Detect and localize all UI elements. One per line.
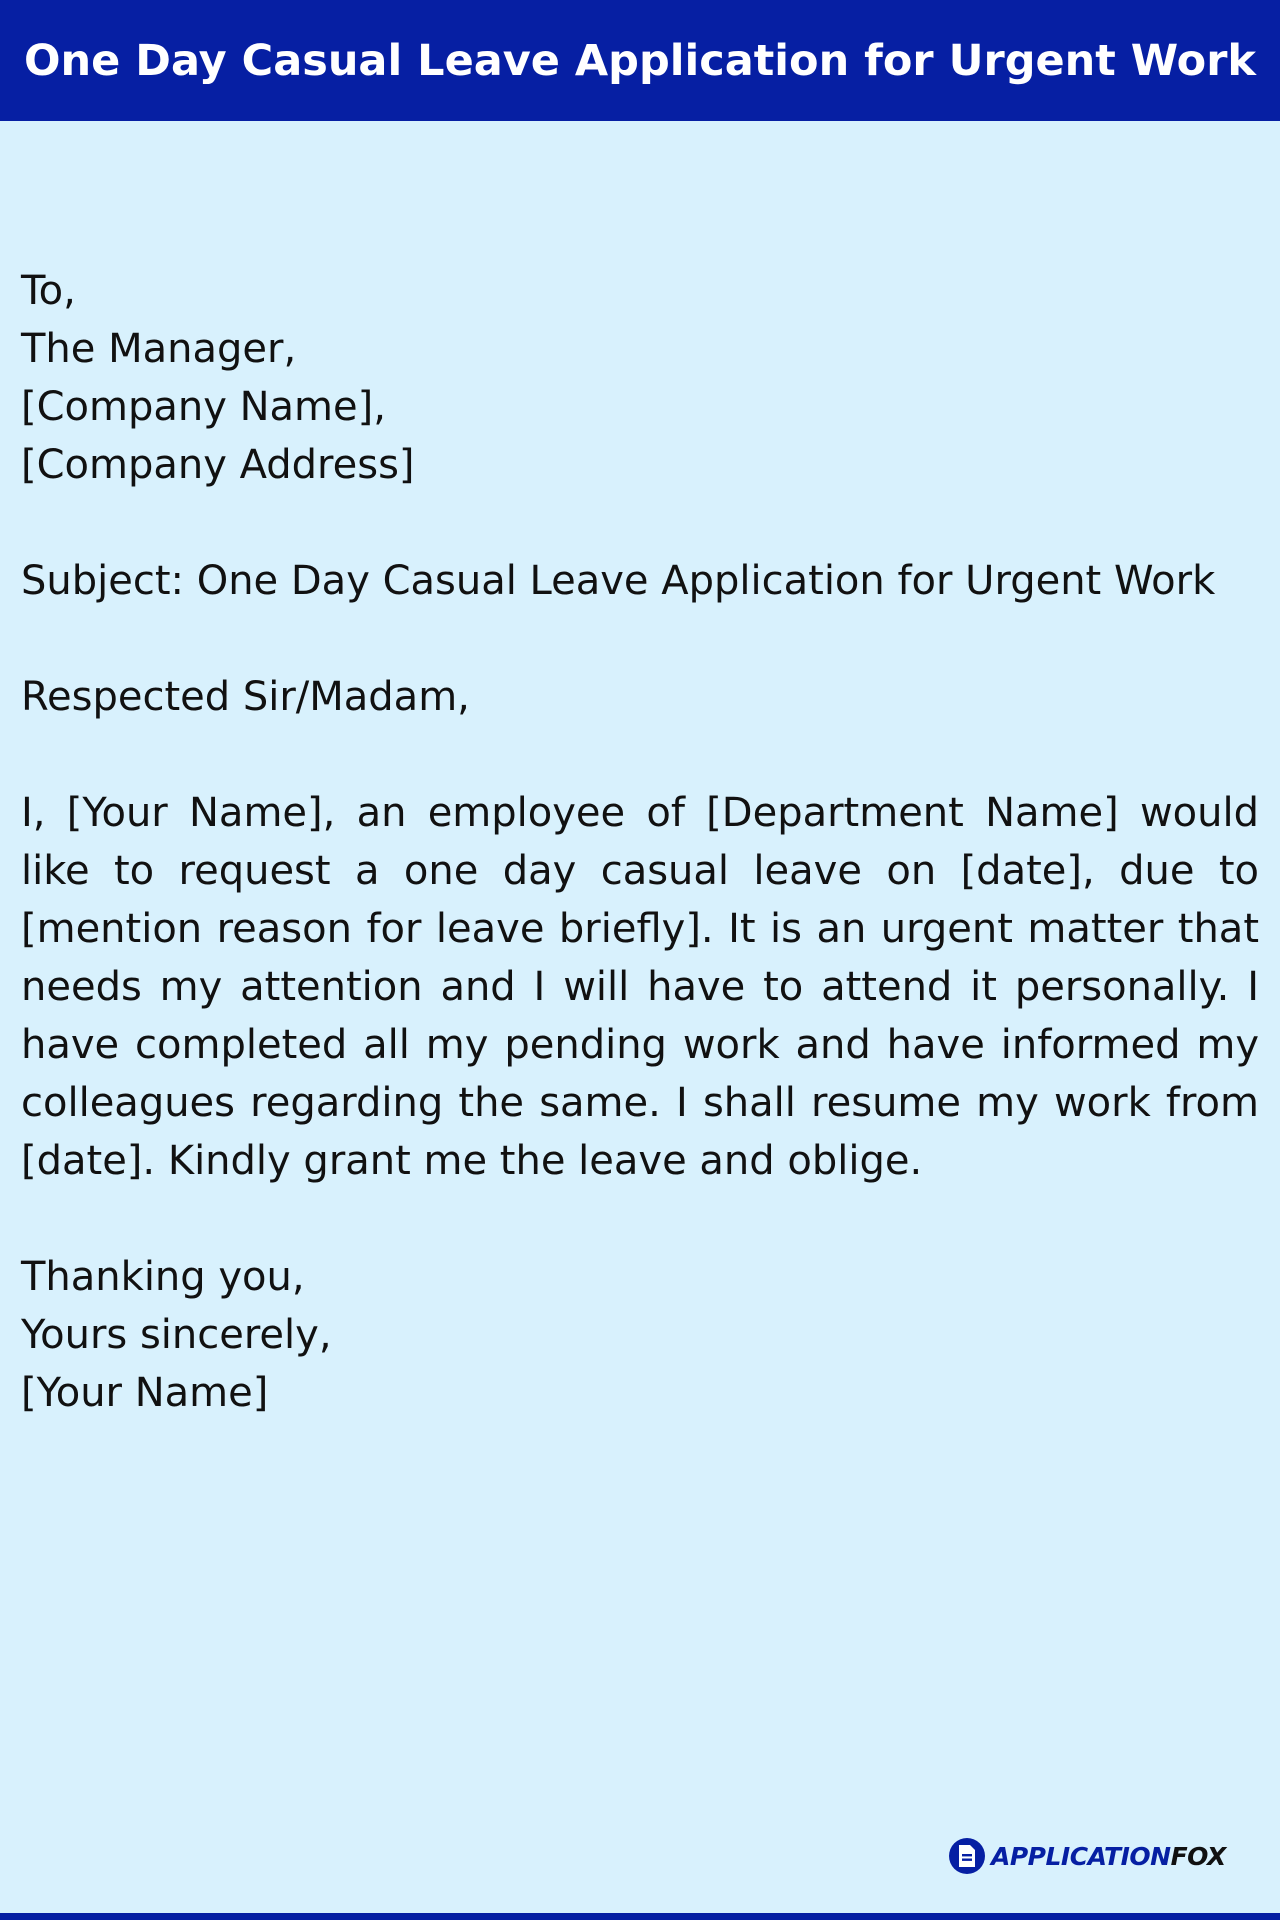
logo-text: APPLICATIONFOX [991, 1841, 1226, 1871]
bottom-border [0, 1913, 1280, 1920]
body-paragraph: I, [Your Name], an employee of [Department Name] would like to request a one day casual leave on [date], due to [mention reason for leave briefly]. It is an urgent matter that needs my attention and I will have to attend it personally. I have completed all my pending work and have informed my colleagues regarding the same. I shall resume my work from [date]. Kindly grant me the leave and oblige. [21, 790, 1259, 1184]
recipient-block [21, 262, 1259, 494]
recipient-line: [Company Name], [21, 384, 386, 430]
document-icon [949, 1838, 985, 1874]
subject-line: Subject: One Day Casual Leave Application for Urgent Work [21, 558, 1216, 604]
recipient-line: To, [21, 268, 76, 314]
closing-block [21, 1248, 1259, 1422]
applicationfox-logo [949, 1836, 1226, 1876]
salutation: Respected Sir/Madam, [21, 674, 470, 720]
recipient-line: [Company Address] [21, 442, 415, 488]
header-banner [0, 0, 1280, 121]
signature-name: [Your Name] [21, 1370, 269, 1416]
closing-line: Thanking you, [21, 1254, 305, 1300]
page-title: One Day Casual Leave Application for Urgent Work [23, 35, 1257, 86]
letter-content [21, 262, 1259, 1422]
closing-line: Yours sincerely, [21, 1312, 332, 1358]
recipient-line: The Manager, [21, 326, 297, 372]
